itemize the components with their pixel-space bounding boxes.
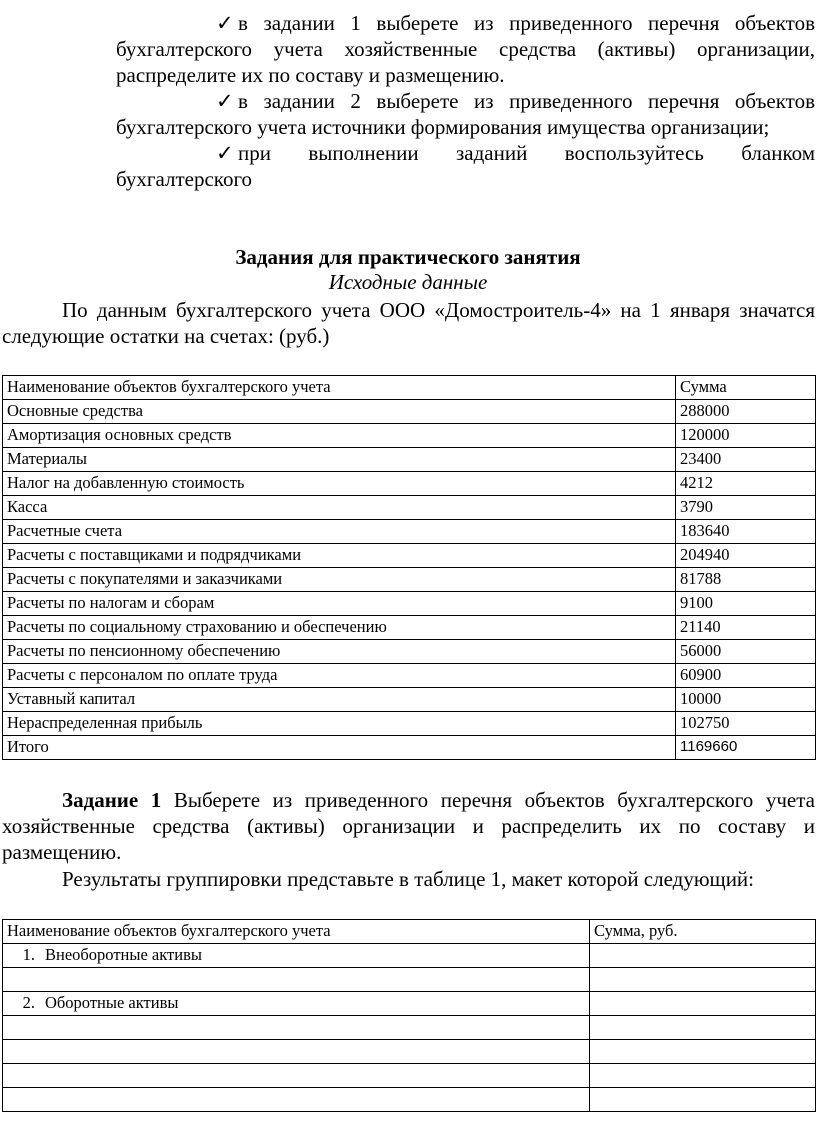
account-name-cell: Касса [3,496,676,520]
amount-cell: 81788 [676,568,816,592]
table-row [3,568,816,592]
table-row [3,592,816,616]
table-row [3,544,816,568]
sum-cell [590,992,816,1016]
table-row [3,1088,816,1112]
account-name-cell: Уставный капитал [3,688,676,712]
amount-cell: 9100 [676,592,816,616]
table-row [3,1040,816,1064]
table-row [3,640,816,664]
account-name-cell: Нераспределенная прибыль [3,712,676,736]
account-name-cell: Расчеты с персоналом по оплате труда [3,664,676,688]
account-name-cell: Основные средства [3,400,676,424]
amount-cell: 183640 [676,520,816,544]
checkmark-icon: ✓ [216,11,234,35]
table-row [3,1016,816,1040]
account-name-cell: Налог на добавленную стоимость [3,472,676,496]
account-name-cell: Итого [3,736,676,760]
table-row [3,736,816,760]
group-name-cell [3,944,590,968]
group-name-cell [3,1040,590,1064]
group-name-cell [3,968,590,992]
table-row [3,1064,816,1088]
column-header-name: Наименование объектов бухгалтерского учета [3,376,676,400]
account-name-cell: Расчеты по налогам и сборам [3,592,676,616]
section-subheading: Исходные данные [328,270,488,294]
table-row [3,992,816,1016]
task1-label: Задание 1 [62,788,162,812]
task1-results-paragraph: Результаты группировки представьте в таблице 1, макет которой следующий: [62,867,755,891]
amount-cell: 102750 [676,712,816,736]
table-row [3,712,816,736]
group-name-cell [3,1064,590,1088]
column-header-sum: Сумма, руб. [590,920,816,944]
sum-cell [590,1064,816,1088]
instructions [116,10,815,192]
amount-cell: 10000 [676,688,816,712]
table-header-row [3,376,816,400]
table-row [3,472,816,496]
balances-table [2,375,816,760]
account-name-cell: Расчеты с поставщиками и подрядчиками [3,544,676,568]
amount-cell: 1169660 [676,736,816,760]
amount-cell: 204940 [676,544,816,568]
amount-cell: 120000 [676,424,816,448]
amount-cell: 4212 [676,472,816,496]
account-name-cell: Расчеты по пенсионному обеспечению [3,640,676,664]
group-name-cell [3,992,590,1016]
sum-cell [590,1088,816,1112]
amount-cell: 288000 [676,400,816,424]
amount-cell: 23400 [676,448,816,472]
table-row [3,616,816,640]
table-row [3,448,816,472]
table-header-row [3,920,816,944]
account-name-cell: Материалы [3,448,676,472]
group-number: 2. [22,993,35,1012]
instruction-item: ✓ при выполнении заданий воспользуйтесь бланком бухгалтерского [116,141,815,191]
grouping-table [2,919,816,1112]
sum-cell [590,968,816,992]
account-name-cell: Расчеты с покупателями и заказчиками [3,568,676,592]
table-row [3,424,816,448]
sum-cell [590,1040,816,1064]
account-name-cell: Амортизация основных средств [3,424,676,448]
table-row [3,664,816,688]
column-header-sum: Сумма [676,376,816,400]
account-name-cell: Расчетные счета [3,520,676,544]
sum-cell [590,1016,816,1040]
intro-paragraph: По данным бухгалтерского учета ООО «Домостроитель-4» на 1 января значатся следующие остатки на счетах: (руб.) [2,298,815,348]
group-name-cell [3,1088,590,1112]
table-row [3,400,816,424]
amount-cell: 3790 [676,496,816,520]
checkmark-icon: ✓ [216,141,234,165]
table-row [3,688,816,712]
task1-paragraph: Задание 1 Выберете из приведенного перечня объектов бухгалтерского учета хозяйственные средства (активы) организации и распределить их по составу и размещению. [2,788,815,864]
checkmark-icon: ✓ [216,89,234,113]
group-label: Оборотные активы [45,993,179,1012]
amount-cell: 60900 [676,664,816,688]
group-number: 1. [22,945,35,964]
account-name-cell: Расчеты по социальному страхованию и обеспечению [3,616,676,640]
table-row [3,944,816,968]
sum-cell [590,944,816,968]
group-label: Внеоборотные активы [45,945,202,964]
group-name-cell [3,1016,590,1040]
column-header-name: Наименование объектов бухгалтерского учета [3,920,590,944]
amount-cell: 56000 [676,640,816,664]
instruction-item: ✓ в задании 2 выберете из приведенного перечня объектов бухгалтерского учета источники формирования имущества организации; [116,89,815,139]
table-row [3,496,816,520]
table-row [3,968,816,992]
amount-cell: 21140 [676,616,816,640]
instruction-item: ✓ в задании 1 выберете из приведенного перечня объектов бухгалтерского учета хозяйственные средства (активы) организации, распределите их по составу и размещению. [116,11,815,87]
table-row [3,520,816,544]
section-heading: Задания для практического занятия [235,245,581,269]
